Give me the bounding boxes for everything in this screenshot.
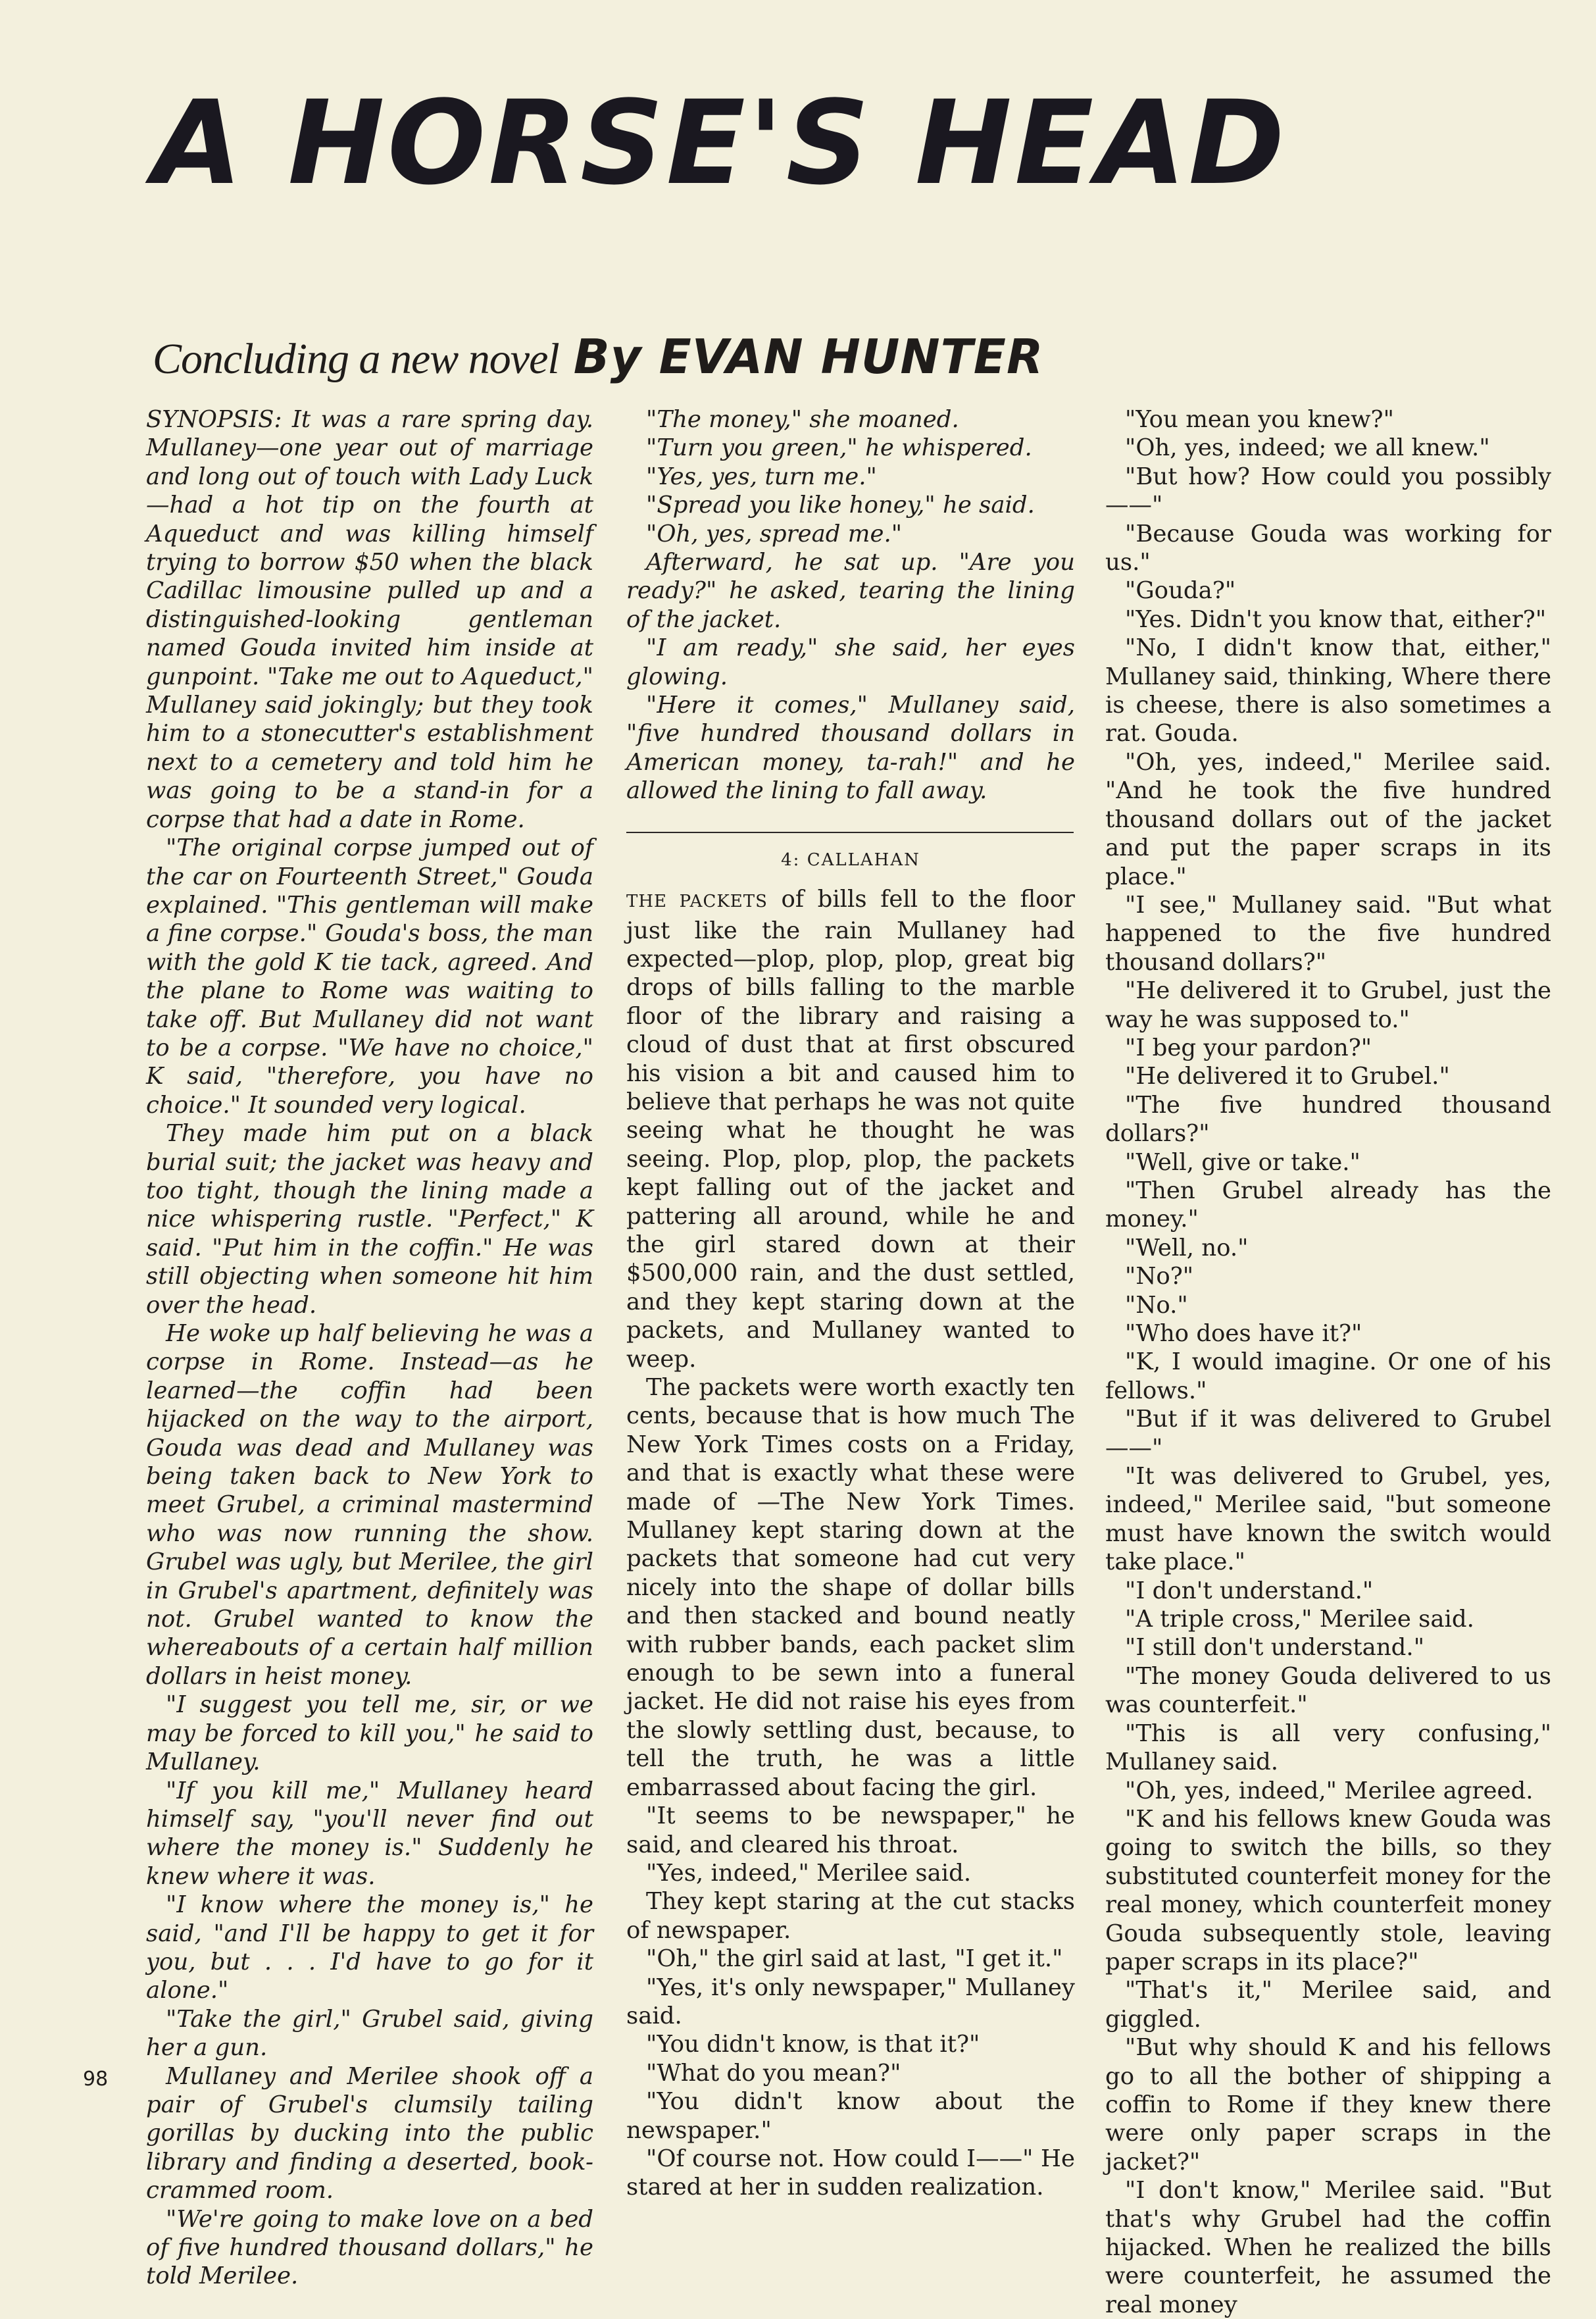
section-heading: 4: CALLAHAN <box>781 850 920 870</box>
synopsis-paragraph: "Take the girl," Grubel said, giving her a gun. <box>146 2005 593 2062</box>
synopsis-paragraph: "Spread you like honey," he said. <box>646 492 1035 519</box>
story-paragraph: "Yes, indeed," Merilee said. <box>646 1859 972 1887</box>
synopsis-paragraph: Mullaney and Merilee shook off a pair of Grubel's clumsily tailing gorillas by ducking into the public library and finding a deserted, book-crammed room. <box>146 2062 593 2204</box>
story-opening-paragraph <box>626 885 1075 1373</box>
story-paragraph: "K, I would imagine. Or one of his fellows." <box>1105 1348 1551 1404</box>
synopsis-paragraph: He woke up half believing he was a corpse in Rome. Instead—as he learned—the coffin had been hijacked on the way to the airport, Gouda was dead and Mullaney was being taken back to New York to meet Grubel, a criminal mastermind who was now running the show. Grubel was ugly, but Merilee, the girl in Grubel's apartment, definitely was not. Grubel wanted to know the whereabouts of a certain half million dollars in heist money. <box>146 1320 593 1690</box>
story-paragraph: "That's it," Merilee said, and giggled. <box>1105 1977 1551 2033</box>
synopsis-paragraph: "I know where the money is," he said, "and I'll be happy to get it for you, but . . . I'd have to go for it alone." <box>146 1891 593 2004</box>
story-paragraph: "But if it was delivered to Grubel——" <box>1105 1406 1551 1462</box>
story-column-middle <box>626 405 1076 2201</box>
story-paragraph: "Oh," the girl said at last, "I get it." <box>646 1945 1063 1973</box>
story-paragraph: "You mean you knew?" <box>1125 406 1394 433</box>
story-paragraph: "I still don't understand." <box>1125 1634 1425 1662</box>
story-paragraph: "Because Gouda was working for us." <box>1105 520 1551 576</box>
synopsis-paragraph: Afterward, he sat up. "Are you ready?" he asked, tearing the lining of the jacket. <box>626 549 1075 633</box>
story-paragraph: "This is all very confusing," Mullaney said. <box>1105 1720 1551 1776</box>
story-paragraph: "A triple cross," Merilee said. <box>1125 1606 1474 1633</box>
story-paragraph: "Oh, yes, indeed," Merilee agreed. <box>1125 1777 1534 1804</box>
section-divider <box>626 832 1074 833</box>
story-paragraph: "He delivered it to Grubel, just the way he was supposed to." <box>1105 977 1551 1033</box>
story-paragraph: "The five hundred thousand dollars?" <box>1105 1091 1551 1148</box>
story-paragraph: "No, I didn't know that, either," Mullaney said, thinking, Where there is cheese, there is also sometimes a rat. Gouda. <box>1105 634 1551 748</box>
synopsis-paragraph: "Turn you green," he whispered. <box>646 434 1032 462</box>
synopsis-paragraph: "We're going to make love on a bed of five hundred thousand dollars," he told Merilee. <box>146 2205 593 2290</box>
synopsis-paragraph: "Oh, yes, spread me." <box>646 520 903 548</box>
page-number: 98 <box>83 2068 109 2091</box>
story-paragraph: "Of course not. How could I——" He stared at her in sudden realization. <box>626 2145 1075 2201</box>
opening-text: of bills fell to the floor just like the rain Mullaney had expected—plop, plop, plop, great big drops of bills falling to the marble floor of the library and raising a cloud of dust that at first obscured his vision a bit and caused him to believe that perhaps he was not quite seeing what he thought he was seeing. Plop, plop, plop, the packets kept falling out of the jacket and pattering all around, while he and the girl stared down at their $500,000 rain, and the dust settled, and they kept staring down at the packets, and Mullaney wanted to weep. <box>626 886 1076 1373</box>
synopsis-paragraph: "Here it comes," Mullaney said, "five hundred thousand dollars in American money, ta-rah!" and he allowed the lining to fall away. <box>626 692 1075 805</box>
synopsis-paragraph: "I suggest you tell me, sir, or we may be forced to kill you," he said to Mullaney. <box>146 1691 593 1776</box>
story-paragraph: "But how? How could you possibly——" <box>1105 463 1551 519</box>
story-paragraph: "Well, give or take." <box>1125 1148 1360 1176</box>
synopsis-paragraph: "The original corpse jumped out of the car on Fourteenth Street," Gouda explained. "This gentleman will make a fine corpse." Gouda's boss, the man with the gold K tie tack, agreed. And the plane to Rome was waiting to take off. But Mullaney did not want to be a corpse. "We have no choice," K said, "therefore, you have no choice." It sounded very logical. <box>146 834 593 1119</box>
story-paragraph: "Then Grubel already has the money." <box>1105 1177 1551 1233</box>
story-paragraph: "I beg your pardon?" <box>1125 1034 1372 1061</box>
story-paragraph: "Yes. Didn't you know that, either?" <box>1125 605 1547 633</box>
story-paragraph: "But why should K and his fellows go to all the bother of shipping a coffin to Rome if they knew there were only paper scraps in the jacket?" <box>1105 2034 1551 2176</box>
story-paragraph: "Gouda?" <box>1125 577 1236 605</box>
opening-lead-in: THE PACKETS <box>626 892 768 912</box>
story-paragraph: "What do you mean?" <box>646 2059 901 2087</box>
story-column-right <box>1105 405 1551 2318</box>
story-paragraph: The packets were worth exactly ten cents, because that is how much The New York Times costs on a Friday, and that is exactly what these were made of —The New York Times. Mullaney kept staring down at the packets that someone had cut very nicely into the shape of dollar bills and then stacked and bound neatly with rubber bands, each packet slim enough to be sewn into a funeral jacket. He did not raise his eyes from the slowly settling dust, because, to tell the truth, he was a little embarrassed about facing the girl. <box>626 1374 1075 1801</box>
story-paragraph: "Oh, yes, indeed; we all knew." <box>1125 434 1490 462</box>
story-paragraph: "You didn't know about the newspaper." <box>626 2088 1075 2144</box>
byline-author: By EVAN HUNTER <box>573 329 1044 384</box>
synopsis-column <box>146 405 593 2290</box>
story-paragraph: "You didn't know, is that it?" <box>646 2031 980 2058</box>
story-paragraph: "I see," Mullaney said. "But what happened to the five hundred thousand dollars?" <box>1105 891 1551 976</box>
synopsis-paragraph: They made him put on a black burial suit; the jacket was heavy and too tight, though the lining made a nice whispering rustle. "Perfect," K said. "Put him in the coffin." He was still objecting when someone hit him over the head. <box>146 1120 593 1319</box>
article-title: A HORSE'S HEAD <box>153 76 1287 211</box>
story-paragraph: "I don't understand." <box>1125 1577 1374 1604</box>
story-paragraph: "No?" <box>1125 1263 1194 1290</box>
story-paragraph: "K and his fellows knew Gouda was going to switch the bills, so they substituted counterfeit money for the real money, which counterfeit money Gouda subsequently stole, leaving paper scraps in its place?" <box>1105 1805 1551 1975</box>
story-paragraph: "Well, no." <box>1125 1234 1249 1261</box>
story-paragraph: "Oh, yes, indeed," Merilee said. "And he took the five hundred thousand dollars out of the jacket and put the paper scraps in its place." <box>1105 748 1551 890</box>
synopsis-paragraph: "Yes, yes, turn me." <box>646 463 877 490</box>
synopsis-continued <box>626 405 1075 805</box>
story-paragraph: "The money Gouda delivered to us was counterfeit." <box>1105 1662 1551 1719</box>
byline-subtitle: Concluding a new novel <box>153 335 559 383</box>
story-paragraph: "No." <box>1125 1291 1188 1319</box>
synopsis-paragraph: "I am ready," she said, her eyes glowing. <box>626 634 1075 690</box>
story-paragraph: "It seems to be newspaper," he said, and cleared his throat. <box>626 1802 1075 1858</box>
synopsis-paragraph: "The money," she moaned. <box>646 406 959 433</box>
synopsis-paragraph: SYNOPSIS: It was a rare spring day. Mullaney—one year out of marriage and long out of touch with Lady Luck—had a hot tip on the fourth at Aqueduct and was killing himself trying to borrow $50 when the black Cadillac limousine pulled up and a distinguished-looking gentleman named Gouda invited him inside at gunpoint. "Take me out to Aqueduct," Mullaney said jokingly; but they took him to a stonecutter's establishment next to a cemetery and told him he was going to be a stand-in for a corpse that had a date in Rome. <box>146 406 593 833</box>
story-paragraph: "I don't know," Merilee said. "But that's why Grubel had the coffin hijacked. When he realized the bills were counterfeit, he assumed the real money <box>1105 2177 1551 2318</box>
story-paragraph: They kept staring at the cut stacks of newspaper. <box>626 1888 1075 1944</box>
story-paragraph: "Who does have it?" <box>1125 1320 1362 1347</box>
story-paragraph: "Yes, it's only newspaper," Mullaney said. <box>626 1974 1075 2029</box>
story-paragraph: "It was delivered to Grubel, yes, indeed," Merilee said, "but someone must have known the switch would take place." <box>1105 1463 1551 1576</box>
byline <box>153 329 1043 384</box>
synopsis-paragraph: "If you kill me," Mullaney heard himself say, "you'll never find out where the money is." Suddenly he knew where it was. <box>146 1777 593 1890</box>
story-paragraph: "He delivered it to Grubel." <box>1125 1063 1450 1090</box>
